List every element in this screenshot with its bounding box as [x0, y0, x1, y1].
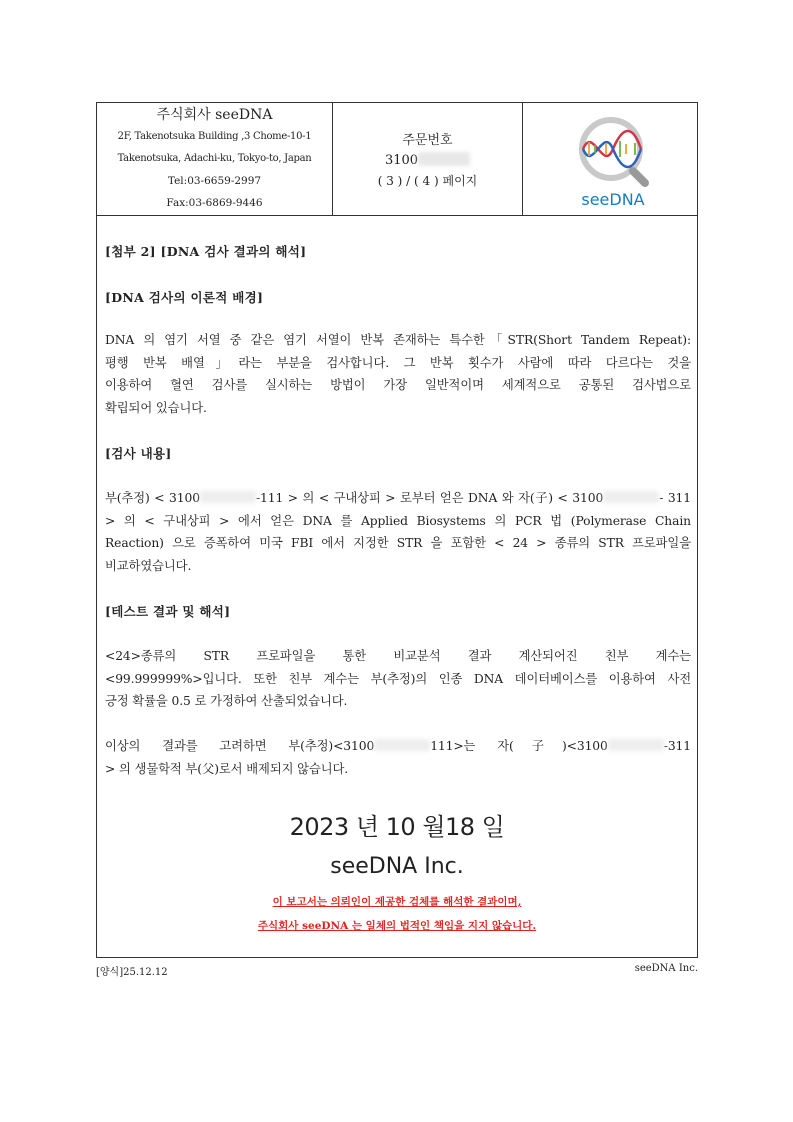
content-line: Reaction) 으로 증폭하여 미국 FBI 에서 지정한 STR 을 포함한 < 24 > 종류의 STR 프로파일을: [105, 536, 691, 550]
phone-number: Tel:03-6659-2997: [167, 175, 262, 187]
content-paragraph: [105, 487, 691, 577]
theory-paragraph: [105, 329, 691, 419]
order-number: [333, 152, 522, 168]
conclusion-text: -311: [663, 739, 691, 753]
address-line-2: Takenotsuka, Adachi-ku, Tokyo-to, Japan: [117, 153, 312, 164]
dna-strand-blue-icon: [583, 142, 641, 167]
theory-title: [DNA 검사의 이론적 배경]: [105, 290, 264, 305]
dna-strand-red-icon: [583, 131, 641, 156]
fax-number: Fax:03-6869-9446: [166, 197, 263, 209]
content-line: 비교하였습니다.: [105, 558, 192, 573]
theory-line: 이용하여 혈연 검사를 실시하는 방법이 가장 일반적이며 세계적으로 공통된 검사법으로: [105, 378, 691, 392]
page-info: ( 3 ) / ( 4 ) 페이지: [377, 174, 478, 188]
order-number-value: 3100: [384, 153, 419, 168]
company-info: [97, 103, 333, 215]
content-text: 부(추정) < 3100: [105, 491, 200, 505]
logo-text: seeDNA: [581, 190, 645, 207]
order-info: [333, 103, 523, 215]
result-paragraph: [105, 645, 691, 713]
attachment-title: [첨부 2] [DNA 검사 결과의 해석]: [105, 244, 307, 259]
result-line: 긍정 확률을 0.5 로 가정하여 산출되었습니다.: [105, 694, 348, 708]
conclusion-paragraph: [105, 735, 691, 780]
redacted-mark: [603, 491, 659, 503]
report-date: 2023 년 10 월18 일: [289, 813, 505, 841]
conclusion-line: > 의 생물학적 부(父)로서 배제되지 않습니다.: [105, 761, 349, 776]
result-line: <24>종류의 STR 프로파일을 통한 비교분석 결과 계산되어진 친부 계수는: [105, 649, 691, 663]
disclaimer-line-1: 이 보고서는 의뢰인이 제공한 검체를 해석한 결과이며,: [272, 896, 522, 908]
redacted-mark: [374, 739, 430, 751]
footer-company: seeDNA Inc.: [634, 963, 698, 974]
redacted-mark: [608, 739, 664, 751]
order-label: 주문번호: [402, 133, 453, 148]
content-text: -111 > 의 < 구내상피 > 로부터 얻은 DNA 와 자(子) < 3100: [255, 491, 604, 505]
logo-cell: [523, 103, 697, 215]
conclusion-text: 111>는 자(子)<3100: [430, 739, 608, 753]
conclusion-text: 이상의 결과를 고려하면 부(추정)<3100: [105, 739, 375, 753]
content-title: [검사 내용]: [105, 446, 172, 461]
signature-company: seeDNA Inc.: [330, 854, 464, 879]
magnifier-handle-icon: [633, 171, 645, 183]
seedna-logo: [573, 111, 653, 207]
theory-line: DNA 의 염기 서열 중 같은 염기 서열이 반복 존재하는 특수한「STR(Short Tandem Repeat):: [105, 333, 691, 347]
content-line: [105, 487, 691, 510]
redacted-mark: [200, 491, 256, 503]
form-code: [양식]25.12.12: [96, 967, 168, 978]
address-line-1: 2F, Takenotsuka Building ,3 Chome-10-1: [117, 131, 312, 142]
content-line: > 의 < 구내상피 > 에서 얻은 DNA 를 Applied Biosystems 의 PCR 법 (Polymerase Chain: [105, 513, 691, 528]
redacted-mark: [418, 152, 470, 166]
company-name: 주식회사 seeDNA: [156, 107, 273, 123]
report-frame: [96, 102, 698, 958]
conclusion-line: [105, 735, 691, 758]
theory-line: 확립되어 있습니다.: [105, 400, 207, 415]
result-line: <99.999999%>입니다. 또한 친부 계수는 부(추정)의 인종 DNA 데이터베이스를 이용하여 사전: [105, 671, 691, 686]
theory-line: 평행 반복 배열」라는 부분을 검사합니다. 그 반복 횟수가 사람에 따라 다르다는 것을: [105, 355, 691, 370]
result-title: [테스트 결과 및 해석]: [105, 604, 231, 619]
content-text: - 311: [659, 491, 692, 505]
report-header: [97, 103, 697, 216]
disclaimer-line-2: 주식회사 seeDNA 는 일체의 법적인 책임을 지지 않습니다.: [257, 920, 537, 932]
